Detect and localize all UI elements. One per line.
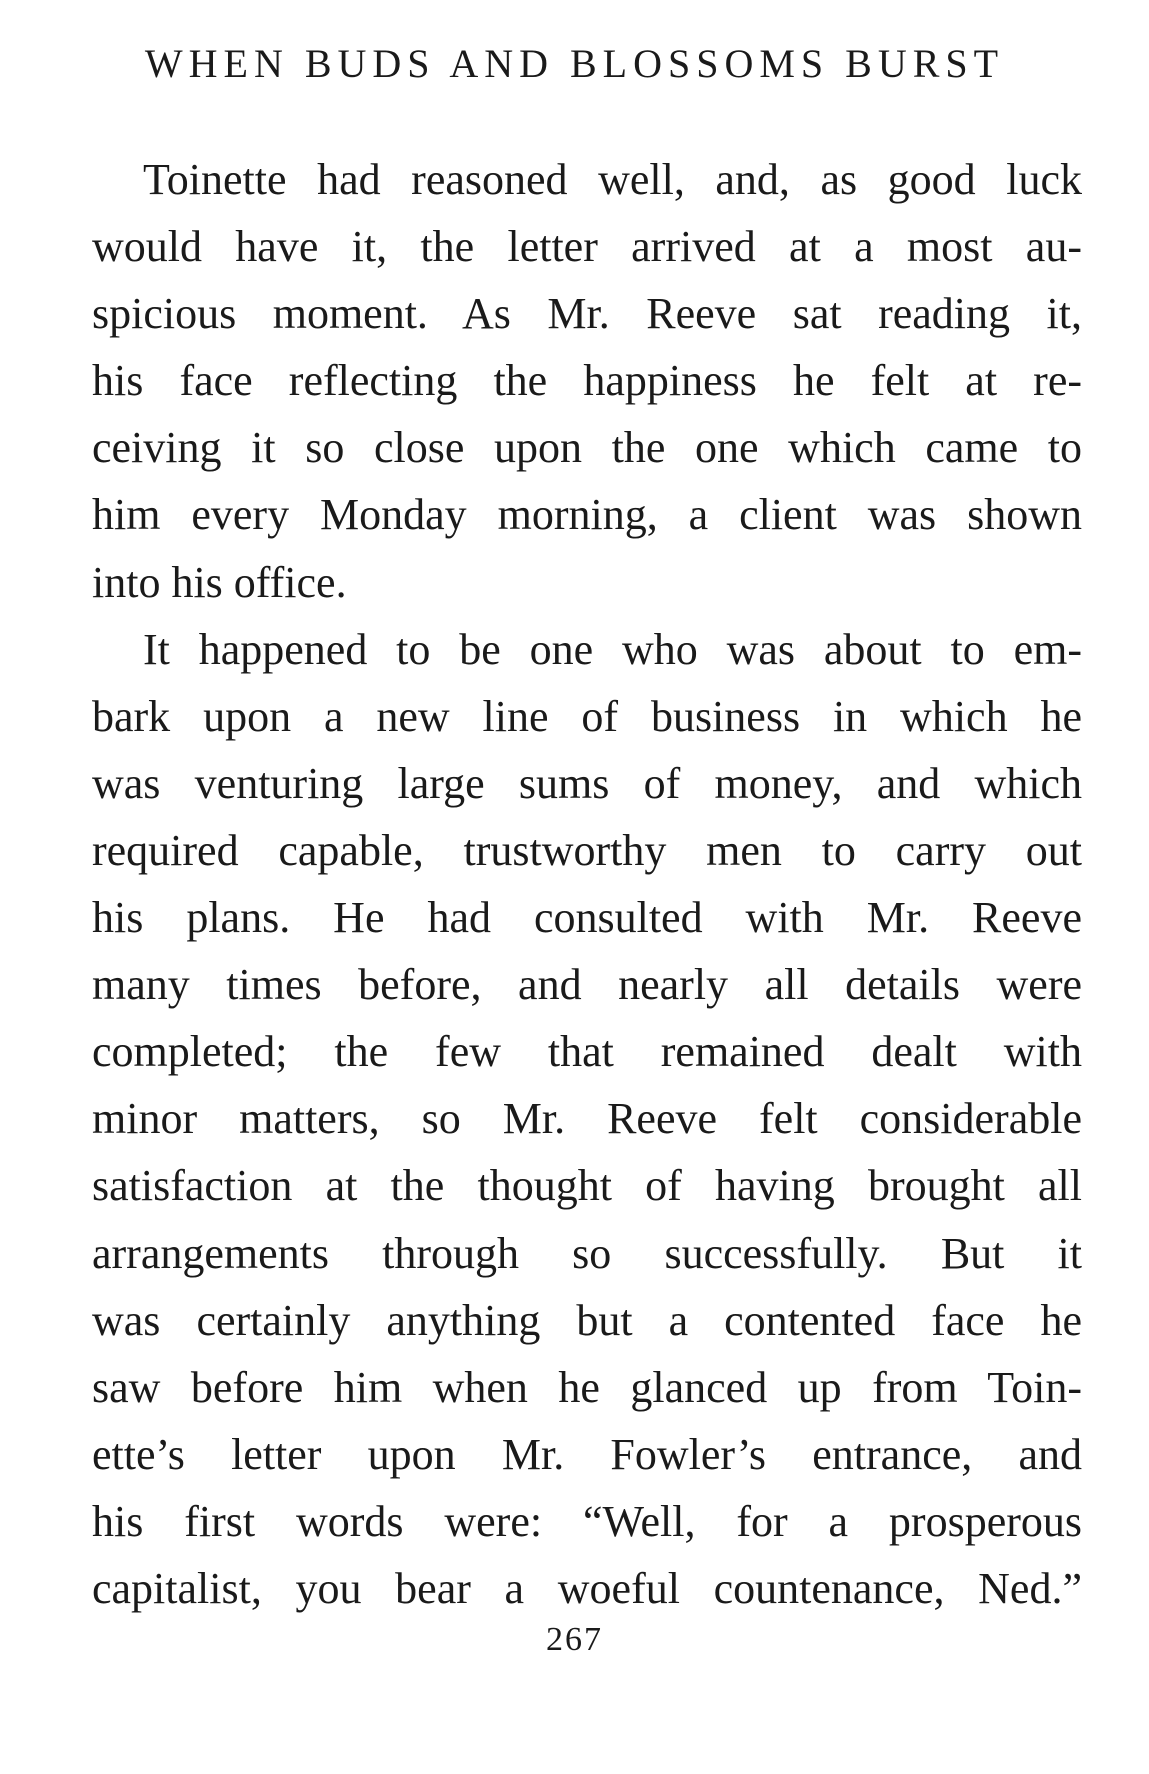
text-line: his plans. He had consulted with Mr. Reeve	[92, 893, 1082, 943]
text-line: satisfaction at the thought of having brought all	[92, 1161, 1082, 1211]
text-line: would have it, the letter arrived at a most au-	[92, 222, 1082, 272]
text-line: ette’s letter upon Mr. Fowler’s entrance, and	[92, 1429, 1082, 1479]
text-line: many times before, and nearly all details were	[92, 960, 1082, 1010]
running-head: WHEN BUDS AND BLOSSOMS BURST	[144, 41, 1005, 86]
text-line: bark upon a new line of business in which he	[92, 691, 1082, 741]
text-line: minor matters, so Mr. Reeve felt considerable	[92, 1094, 1082, 1144]
text-line: It happened to be one who was about to em-	[143, 624, 1082, 674]
text-line: his first words were: “Well, for a prosperous	[92, 1496, 1082, 1546]
text-line: saw before him when he glanced up from Toin-	[92, 1362, 1082, 1412]
page-number: 267	[546, 1621, 603, 1658]
text-line: into his office.	[92, 557, 347, 607]
text-line: was venturing large sums of money, and which	[92, 758, 1082, 808]
paragraph-1	[92, 146, 1082, 616]
text-line: his face reflecting the happiness he felt at re-	[92, 356, 1082, 406]
text-line: spicious moment. As Mr. Reeve sat reading it,	[92, 289, 1082, 339]
text-line: Toinette had reasoned well, and, as good luck	[143, 155, 1082, 204]
body-text	[92, 146, 1082, 1622]
text-line: ceiving it so close upon the one which came to	[92, 423, 1082, 473]
text-line: arrangements through so successfully. But it	[92, 1228, 1082, 1278]
text-line: was certainly anything but a contented face he	[92, 1295, 1082, 1345]
text-line: him every Monday morning, a client was shown	[92, 490, 1082, 540]
text-line: capitalist, you bear a woeful countenance, Ned.”	[92, 1563, 1082, 1613]
text-line: required capable, trustworthy men to carry out	[92, 825, 1082, 875]
text-line: completed; the few that remained dealt with	[92, 1027, 1082, 1077]
paragraph-2	[92, 616, 1082, 1622]
